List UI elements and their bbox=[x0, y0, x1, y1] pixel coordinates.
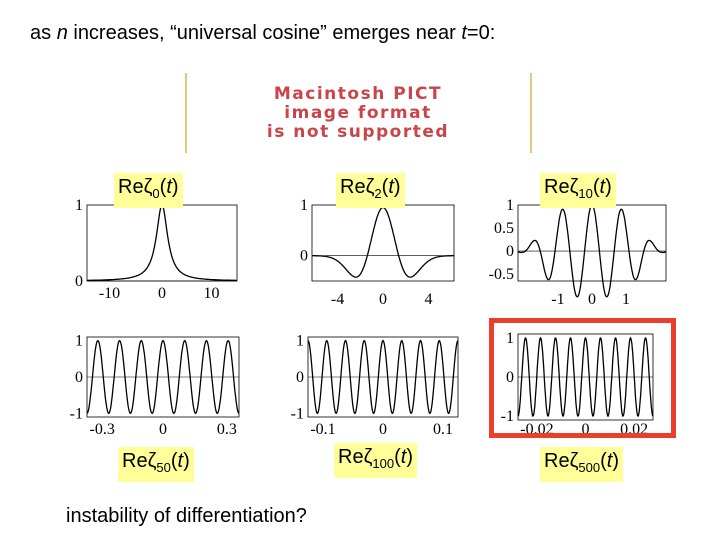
x-tick-label: -0.02 bbox=[520, 421, 554, 438]
label-zeta-0: Reζ$_0$(t) bbox=[114, 173, 183, 208]
plot-frame bbox=[87, 205, 237, 281]
label-zeta-100: Reζ$_{100}$(t) bbox=[334, 443, 417, 478]
plot-panel-0 bbox=[65, 190, 245, 310]
plot-panel-100 bbox=[282, 322, 462, 442]
y-tick-label: 1 bbox=[506, 329, 514, 347]
placeholder-line: is not supported bbox=[266, 122, 450, 142]
y-tick-label: 1 bbox=[506, 197, 514, 214]
unsupported-image-placeholder bbox=[185, 73, 532, 153]
footer-question: instability of differentiation? bbox=[66, 505, 307, 527]
x-tick-label: 0 bbox=[158, 285, 166, 302]
x-tick-label: -0.1 bbox=[310, 421, 336, 438]
y-tick-label: 1 bbox=[75, 197, 83, 214]
heading-text: =0: bbox=[466, 22, 496, 44]
label-zeta-500: Reζ$_{500}$(t) bbox=[540, 447, 623, 482]
x-tick-label: -4 bbox=[330, 291, 345, 308]
y-tick-label: 1 bbox=[296, 332, 304, 350]
highlight-box bbox=[489, 318, 676, 438]
heading-var-t: t bbox=[461, 22, 467, 44]
y-tick-label: 0.5 bbox=[494, 220, 514, 238]
y-tick-label: 0 bbox=[506, 243, 514, 261]
plot-panel-50 bbox=[65, 322, 245, 442]
plot-panel-2 bbox=[282, 190, 462, 310]
label-zeta-10: Reζ$_{10}$(t) bbox=[540, 173, 616, 208]
heading-text: as bbox=[30, 22, 57, 44]
x-tick-label: 1 bbox=[622, 291, 631, 308]
y-tick-label: -1 bbox=[500, 408, 514, 426]
y-tick-label: -0.5 bbox=[488, 266, 514, 284]
y-tick-label: 0 bbox=[296, 369, 304, 386]
x-tick-label: -10 bbox=[98, 285, 121, 302]
x-tick-label: -1 bbox=[551, 291, 565, 308]
y-tick-label: 0 bbox=[75, 273, 83, 290]
placeholder-line: Macintosh PICT bbox=[273, 84, 443, 104]
x-tick-label: 0.1 bbox=[433, 421, 453, 438]
y-tick-label: 0 bbox=[300, 247, 308, 265]
x-tick-label: 0 bbox=[581, 421, 590, 438]
x-tick-label: 4 bbox=[424, 291, 433, 308]
y-tick-label: -1 bbox=[290, 405, 304, 423]
curve-line bbox=[87, 205, 237, 280]
x-tick-label: 0 bbox=[159, 421, 167, 438]
y-tick-label: 1 bbox=[300, 197, 308, 214]
placeholder-line: image format bbox=[284, 103, 432, 123]
x-tick-label: -0.3 bbox=[89, 421, 115, 438]
placeholder-message bbox=[189, 85, 527, 142]
label-zeta-50: Reζ$_{50}$(t) bbox=[118, 447, 194, 482]
label-zeta-2: Reζ$_2$(t) bbox=[336, 173, 405, 208]
plot-frame bbox=[518, 205, 666, 281]
x-tick-label: 10 bbox=[203, 285, 220, 302]
x-tick-label: 0 bbox=[379, 291, 387, 308]
placeholder-border bbox=[530, 73, 532, 153]
heading-text: increases, “universal cosine” emerges near bbox=[67, 22, 462, 44]
slide-heading bbox=[30, 22, 495, 45]
y-tick-label: -1 bbox=[69, 405, 83, 423]
x-tick-label: 0 bbox=[588, 291, 596, 308]
plot-panel-10 bbox=[478, 190, 678, 310]
curve-line bbox=[312, 208, 454, 278]
plot-frame bbox=[312, 205, 454, 281]
y-tick-label: 0 bbox=[75, 369, 83, 386]
y-tick-label: 1 bbox=[75, 332, 83, 350]
heading-var-n: n bbox=[56, 22, 68, 44]
y-tick-label: 0 bbox=[506, 369, 514, 386]
x-tick-label: 0 bbox=[379, 421, 387, 438]
x-tick-label: 0.02 bbox=[620, 421, 649, 438]
placeholder-border bbox=[185, 73, 187, 153]
x-tick-label: 0.3 bbox=[216, 421, 237, 438]
